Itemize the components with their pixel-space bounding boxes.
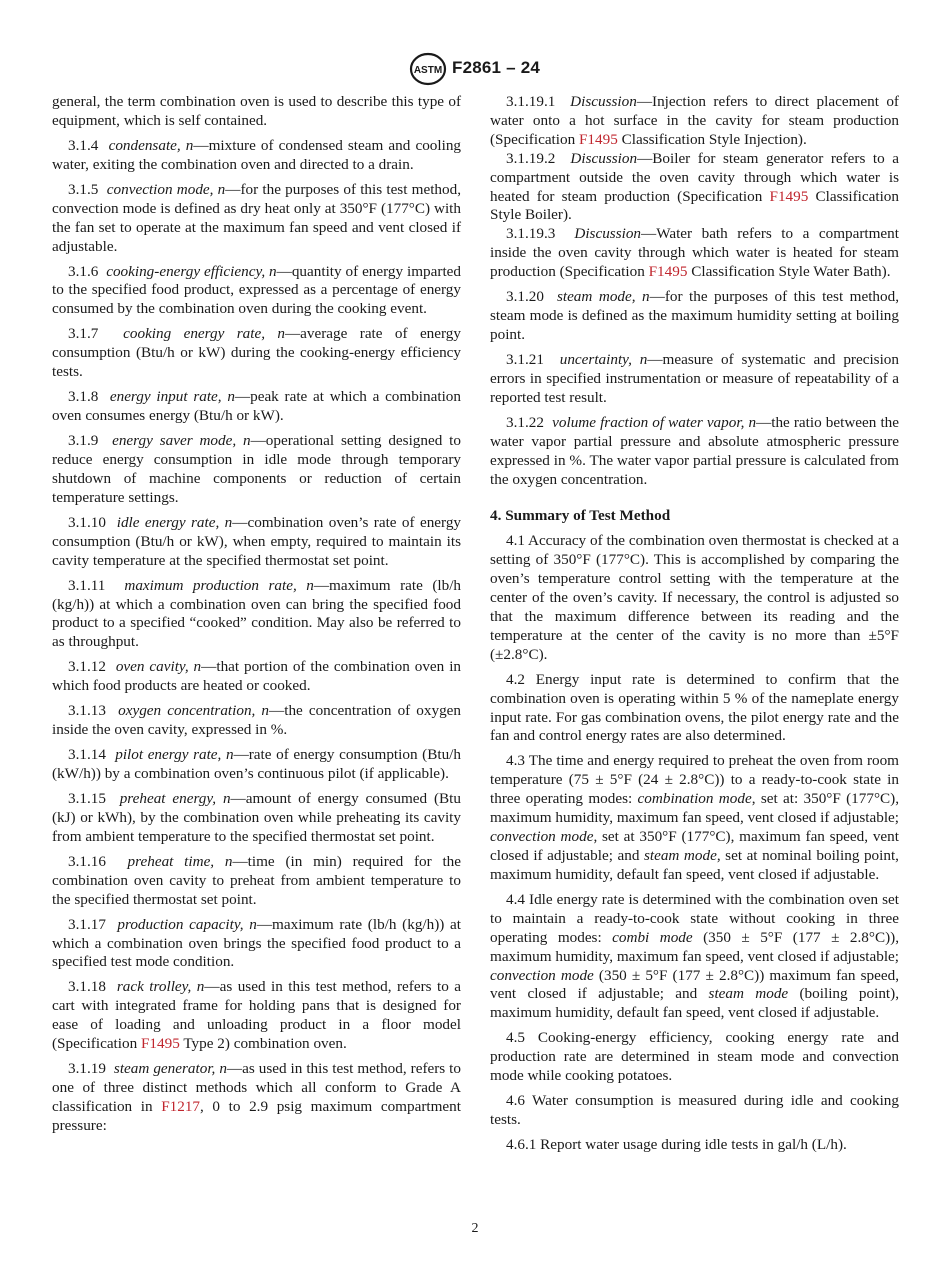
section-4-2: 4.2 Energy input rate is determined to confirm that the combination oven is operating within 5 % of the nameplate energy input rate. For gas combination ovens, the pilot energy rate and the fan and control energy rates are also determined. bbox=[490, 670, 899, 745]
definition-maximum-production-rate: 3.1.11 maximum production rate, n—maximum rate (lb/h (kg/h)) at which a combination oven can bring the specified food product to a specified “cooked” condition. May also be referred to as throughput. bbox=[52, 576, 462, 651]
definition-volume-fraction-water-vapor: 3.1.22 volume fraction of water vapor, n—the ratio between the water vapor partial pressure and absolute atmospheric pressure expressed in %. The water vapor partial pressure is calculated from the oxygen concentration. bbox=[490, 413, 900, 488]
page-number: 2 bbox=[471, 1221, 479, 1236]
link-f1217[interactable]: F1217 bbox=[161, 1098, 201, 1115]
discussion-injection: 3.1.19.1 Discussion—Injection refers to direct placement of water onto a hot surface in the cavity for steam production (Specification F1495 Classification Style Injection). bbox=[490, 93, 899, 148]
svg-text:ASTM: ASTM bbox=[413, 65, 443, 76]
definition-steam-generator: 3.1.19 steam generator, n—as used in this test method, refers to one of three distinct methods which all conform to Grade A classification in F1217, 0 to 2.9 psig maximum compartment pressure: bbox=[52, 1060, 461, 1134]
definition-production-capacity: 3.1.17 production capacity, n—maximum rate (lb/h (kg/h)) at which a combination oven brings the specified food product to a specified test mode condition. bbox=[52, 915, 462, 971]
definition-convection-mode: 3.1.5 convection mode, n—for the purposes of this test method, convection mode is defined as dry heat only at 350°F (177°C) with the fan set to operate at the maximum fan speed and vent closed if adjustable. bbox=[52, 180, 462, 255]
definition-cooking-energy-rate: 3.1.7 cooking energy rate, n—average rate of energy consumption (Btu/h or kW) during the cooking-energy efficiency tests. bbox=[52, 325, 461, 381]
discussion-boiler: 3.1.19.2 Discussion—Boiler for steam generator refers to a compartment outside the oven cavity through which water is heated for steam production (Specification F1495 Classification Style Boiler). bbox=[490, 149, 899, 224]
section-4-3: 4.3 The time and energy required to preheat the oven from room temperature (75 ± 5°F (24 ± 2.8°C)) to a ready-to-cook state in three operating modes: combination mode, set at: 350°F (177°C), maximum humidity, maximum fan speed, vent closed if adjustable; convection mode, set at 350°F (177°C), maximum fan speed, vent closed if adjustable; and steam mode, set at nominal boiling point, maximum humidity, default fan speed, vent closed if adjustable. bbox=[490, 752, 900, 883]
definition-condensate: 3.1.4 condensate, n—mixture of condensed steam and cooling water, exiting the combination oven and directed to a drain. bbox=[52, 136, 462, 173]
link-f1495[interactable]: F1495 bbox=[769, 187, 809, 205]
section-heading: 4. Summary of Test Method bbox=[490, 507, 671, 525]
link-f1495[interactable]: F1495 bbox=[140, 1035, 180, 1053]
definition-preheat-time: 3.1.16 preheat time, n—time (in min) required for the combination oven cavity to preheat from ambient temperature to the specified thermostat set point. bbox=[52, 852, 461, 908]
section-4-6: 4.6 Water consumption is measured during idle and cooking tests. bbox=[490, 1092, 899, 1129]
standard-designation: F2861 – 24 bbox=[452, 58, 541, 77]
link-f1495[interactable]: F1495 bbox=[578, 130, 618, 148]
section-4-6-1: 4.6.1 Report water usage during idle tests in gal/h (L/h). bbox=[506, 1136, 847, 1154]
definition-energy-saver-mode: 3.1.9 energy saver mode, n—operational setting designed to reduce energy consumption in idle mode through temporary shutdown of machine components or reduction of certain temperature settings. bbox=[52, 432, 461, 506]
definition-energy-input-rate: 3.1.8 energy input rate, n—peak rate at which a combination oven consumes energy (Btu/h or kW). bbox=[52, 388, 461, 425]
definition-pilot-energy-rate: 3.1.14 pilot energy rate, n—rate of energy consumption (Btu/h (kW/h)) by a combination oven’s continuous pilot (if applicable). bbox=[52, 746, 461, 783]
section-4-5: 4.5 Cooking-energy efficiency, cooking energy rate and production rate are determined in steam mode and convection mode while cooking potatoes. bbox=[490, 1029, 899, 1085]
definition-oxygen-concentration: 3.1.13 oxygen concentration, n—the concentration of oxygen inside the oven cavity, expressed in %. bbox=[52, 702, 462, 739]
definition-rack-trolley: 3.1.18 rack trolley, n—as used in this test method, refers to a cart with integrated frame for holding pans that is designed for ease of loading and unloading product in a floor model (Specification F1495 Type 2) combination oven. bbox=[52, 978, 462, 1053]
definition-oven-cavity: 3.1.12 oven cavity, n—that portion of the combination oven in which food products are heated or cooked. bbox=[52, 658, 462, 695]
section-4-4: 4.4 Idle energy rate is determined with the combination oven set to maintain a ready-to-cook state without cooking in three operating modes: combi mode (350 ± 5°F (177 ± 2.8°C)), maximum humidity, maximum fan speed, vent closed if adjustable; convection mode (350 ± 5°F (177 ± 2.8°C)) maximum fan speed, vent closed if adjustable; and steam mode (boiling point), maximum humidity, default fan speed, vent closed if adjustable. bbox=[490, 890, 899, 1022]
definition-idle-energy-rate: 3.1.10 idle energy rate, n—combination oven’s rate of energy consumption (Btu/h or kW), when empty, required to maintain its cavity temperature at the specified thermostat set point. bbox=[52, 513, 462, 569]
discussion-water-bath: 3.1.19.3 Discussion—Water bath refers to a compartment inside the oven cavity through which water is heated for steam production (Specification F1495 Classification Style Water Bath). bbox=[490, 225, 899, 281]
astm-logo-icon bbox=[408, 52, 448, 86]
definition-uncertainty: 3.1.21 uncertainty, n—measure of systematic and precision errors in specified instrumentation or measure of repeatability of a reported test result. bbox=[490, 350, 899, 406]
section-4-1: 4.1 Accuracy of the combination oven thermostat is checked at a setting of 350°F (177°C). This is accomplished by comparing the oven’s temperature control setting with the temperature at the center of the oven’s cavity. If necessary, the control is adjusted so that the maximum difference between its reading and the temperature at the center of the cavity is no more than ±5°F (±2.8°C). bbox=[490, 532, 899, 663]
page-header bbox=[0, 52, 950, 88]
definition-cooking-energy-efficiency: 3.1.6 cooking-energy efficiency, n—quantity of energy imparted to the specified food product, expressed as a percentage of energy consumed by the combination oven during the cooking event. bbox=[52, 262, 462, 318]
left-column bbox=[52, 93, 461, 1142]
definition-steam-mode: 3.1.20 steam mode, n—for the purposes of this test method, steam mode is defined as the maximum humidity setting at boiling point. bbox=[490, 288, 899, 343]
right-column bbox=[490, 93, 899, 1161]
paragraph-continuation: general, the term combination oven is used to describe this type of equipment, which is self contained. bbox=[52, 93, 461, 129]
definition-preheat-energy: 3.1.15 preheat energy, n—amount of energy consumed (Btu (kJ) or kWh), by the combination oven while preheating its cavity from ambient temperature to the specified thermostat set point. bbox=[52, 790, 461, 845]
link-f1495[interactable]: F1495 bbox=[648, 263, 688, 281]
